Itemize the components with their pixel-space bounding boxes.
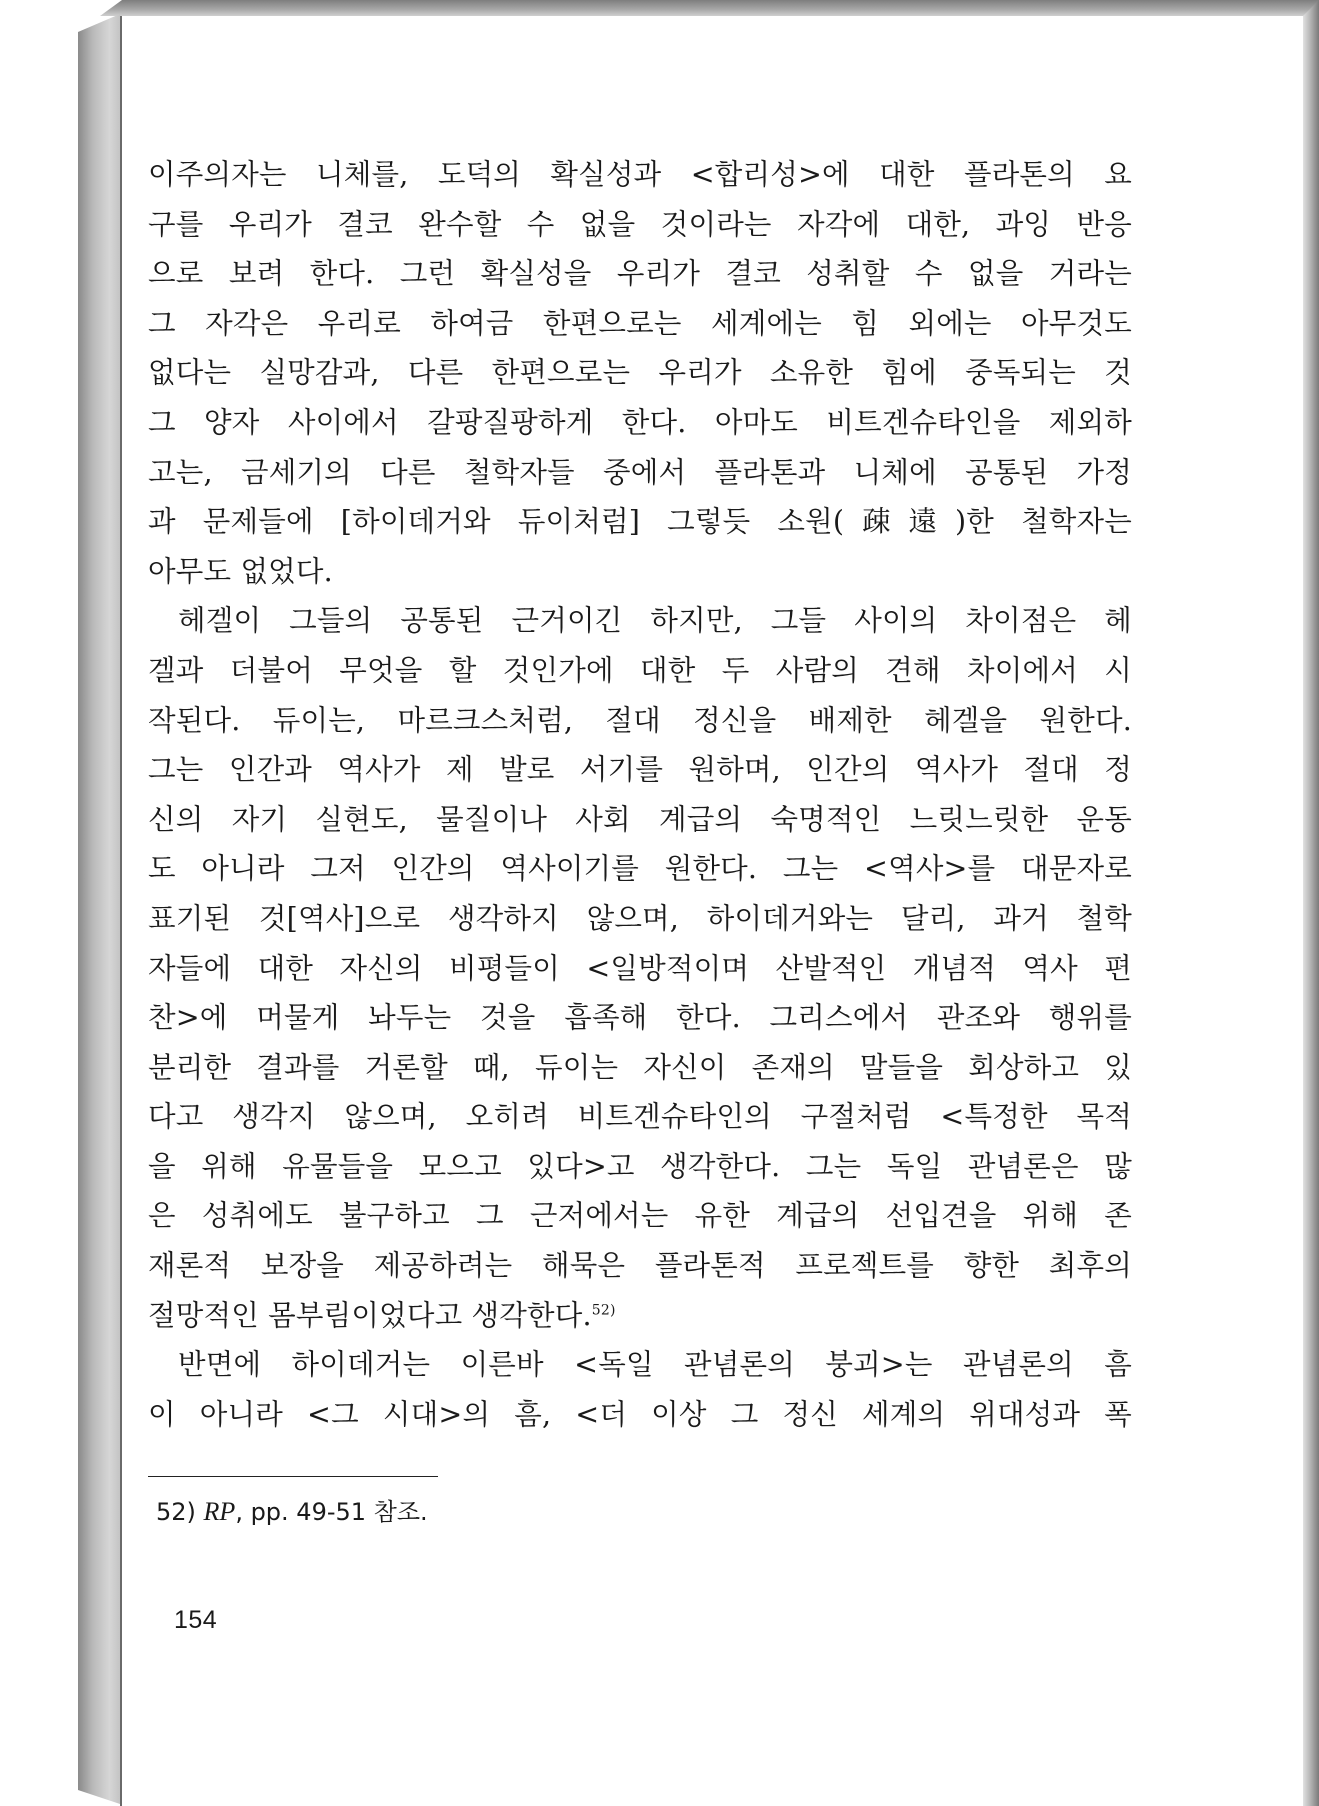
text-line: 겔과 더불어 무엇을 할 것인가에 대한 두 사람의 견해 차이에서 시 (148, 653, 1132, 687)
text-line: 신의 자기 실현도, 물질이나 사회 계급의 숙명적인 느릿느릿한 운동 (148, 802, 1132, 836)
footnote-reference[interactable]: 52) (591, 1302, 616, 1319)
text-line: 그 자각은 우리로 하여금 한편으로는 세계에는 힘 외에는 아무것도 (148, 306, 1132, 340)
text-line: 은 성취에도 불구하고 그 근저에서는 유한 계급의 선입견을 위해 존 (148, 1199, 1132, 1233)
text-line: 을 위해 유물들을 모으고 있다>고 생각한다. 그는 독일 관념론은 많 (148, 1149, 1132, 1183)
text-line: 이 아니라 <그 시대>의 흠, <더 이상 그 정신 세계의 위대성과 폭 (148, 1397, 1132, 1431)
footnote-source: RP (203, 1497, 236, 1526)
text-line: 아무도 없었다. (148, 554, 333, 588)
page-number: 154 (174, 1606, 218, 1634)
text-line: 이주의자는 니체를, 도덕의 확실성과 <합리성>에 대한 플라톤의 요 (148, 158, 1132, 191)
paragraph-3 (148, 1340, 1132, 1439)
footnote-text: , pp. 49-51 참조. (235, 1498, 428, 1526)
text-line: 없다는 실망감과, 다른 한편으로는 우리가 소유한 힘에 중독되는 것 (148, 356, 1132, 390)
footnote-number: 52) (156, 1498, 196, 1526)
text-line: 분리한 결과를 거론할 때, 듀이는 자신이 존재의 말들을 회상하고 있 (148, 1050, 1132, 1084)
book-spine-edge (78, 14, 120, 1804)
text-line: 찬>에 머물게 놔두는 것을 흡족해 한다. 그리스에서 관조와 행위를 (148, 1001, 1132, 1035)
footnote-divider (148, 1476, 438, 1477)
footnote (156, 1496, 428, 1528)
text-line-content: 절망적인 몸부림이었다고 생각한다. (148, 1298, 592, 1332)
text-line: 자들에 대한 자신의 비평들이 <일방적이며 산발적인 개념적 역사 편 (148, 951, 1132, 985)
text-line: 반면에 하이데거는 이른바 <독일 관념론의 붕괴>는 관념론의 흠 (178, 1348, 1132, 1382)
text-line: 그 양자 사이에서 갈팡질팡하게 한다. 아마도 비트겐슈타인을 제외하 (148, 405, 1132, 439)
text-line: 도 아니라 그저 인간의 역사이기를 원한다. 그는 <역사>를 대문자로 (148, 852, 1132, 886)
text-line: 표기된 것[역사]으로 생각하지 않으며, 하이데거와는 달리, 과거 철학 (148, 901, 1132, 935)
text-line: 과 문제들에 [하이데거와 듀이처럼] 그렇듯 소원(疎遠)한 철학자는 (148, 505, 1132, 539)
text-line: 재론적 보장을 제공하려는 해묵은 플라톤적 프로젝트를 향한 최후의 (148, 1249, 1132, 1283)
book-top-edge (100, 0, 1319, 16)
paragraph-2 (148, 596, 1132, 1340)
text-line-with-footnote (148, 1291, 1132, 1341)
text-line: 구를 우리가 결코 완수할 수 없을 것이라는 자각에 대한, 과잉 반응 (148, 207, 1132, 241)
text-line: 작된다. 듀이는, 마르크스처럼, 절대 정신을 배제한 헤겔을 원한다. (148, 703, 1132, 737)
book-right-edge (1303, 0, 1319, 1806)
text-line: 다고 생각지 않으며, 오히려 비트겐슈타인의 구절처럼 <특정한 목적 (148, 1100, 1132, 1134)
text-line: 으로 보려 한다. 그런 확실성을 우리가 결코 성취할 수 없을 거라는 (148, 257, 1132, 291)
body-text (148, 150, 1132, 1439)
text-line: 헤겔이 그들의 공통된 근거이긴 하지만, 그들 사이의 차이점은 헤 (178, 604, 1132, 638)
paragraph-1 (148, 150, 1132, 596)
text-line: 그는 인간과 역사가 제 발로 서기를 원하며, 인간의 역사가 절대 정 (148, 753, 1132, 787)
text-line: 고는, 금세기의 다른 철학자들 중에서 플라톤과 니체에 공통된 가정 (148, 455, 1132, 489)
